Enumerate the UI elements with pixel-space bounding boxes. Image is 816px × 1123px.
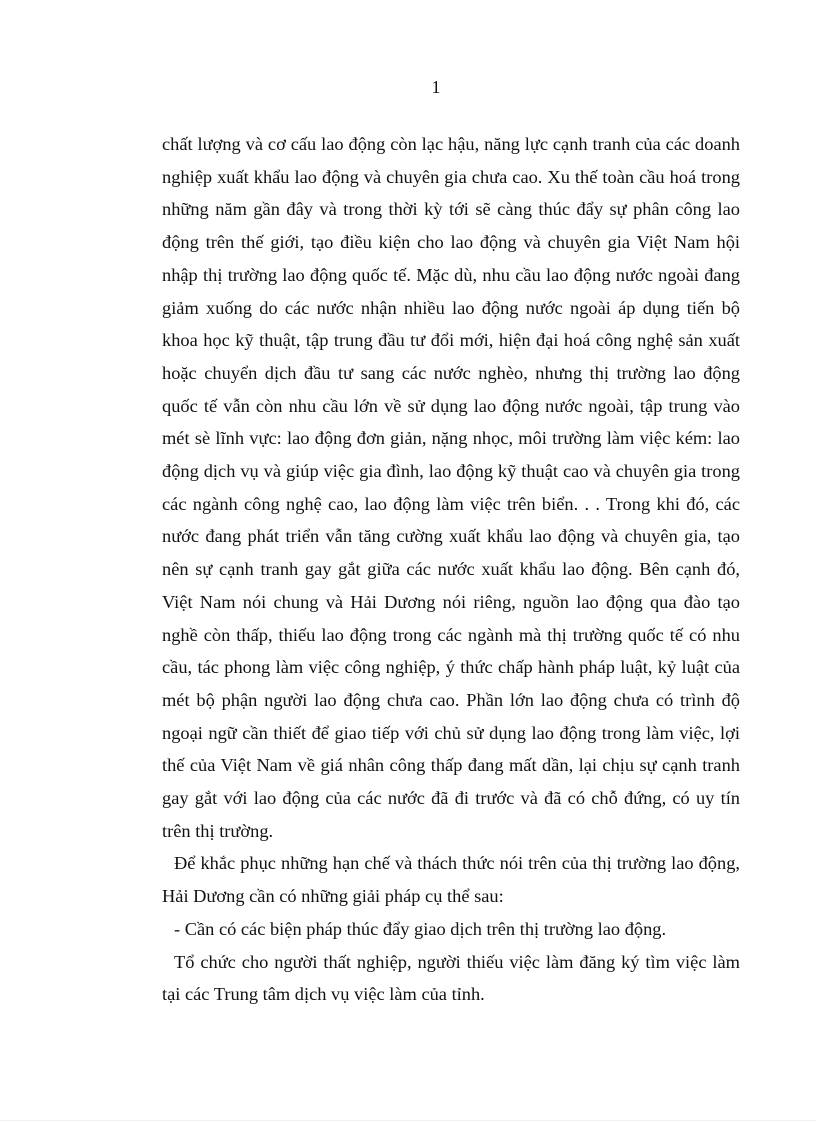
paragraph-bullet-measures: - Cần có các biện pháp thúc đẩy giao dịch trên thị trường lao động. [174, 918, 667, 939]
page-bottom-edge [0, 1120, 816, 1121]
paragraph-solutions-intro: Để khắc phục những hạn chế và thách thức nói trên của thị trường lao động, Hải Dương cần có những giải pháp cụ thể sau: [162, 853, 740, 907]
paragraph-registration: Tổ chức cho người thất nghiệp, người thiếu việc làm đăng ký tìm việc làm tại các Trung tâm dịch vụ việc làm của tỉnh. [162, 951, 740, 1005]
paragraph-continuation: chất lượng và cơ cấu lao động còn lạc hậu, năng lực cạnh tranh của các doanh nghiệp xuất khẩu lao động và chuyên gia chưa cao. Xu thế toàn cầu hoá trong những năm gần đây và trong thời kỳ tới sẽ càng thúc đẩy sự phân công lao động trên thế giới, tạo điều kiện cho lao động và chuyên gia Việt Nam hội nhập thị trường lao động quốc tế. Mặc dù, nhu cầu lao động nước ngoài đang giảm xuống do các nước nhận nhiều lao động nước ngoài áp dụng tiến bộ khoa học kỹ thuật, tập trung đầu tư đổi mới, hiện đại hoá công nghệ sản xuất hoặc chuyển dịch đầu tư sang các nước nghèo, nhưng thị trường lao động quốc tế vẫn còn nhu cầu lớn về sử dụng lao động nước ngoài, tập trung vào mét sè lĩnh vực: lao động đơn giản, nặng nhọc, môi trường làm việc kém: lao động dịch vụ và giúp việc gia đình, lao động kỹ thuật cao và chuyên gia trong các ngành công nghệ cao, lao động làm việc trên biển. . . Trong khi đó, các nước đang phát triển vẫn tăng cường xuất khẩu lao động và chuyên gia, tạo nên sự cạnh tranh gay gắt giữa các nước xuất khẩu lao động. Bên cạnh đó, Việt Nam nói chung và Hải Dương nói riêng, nguồn lao động qua đào tạo nghề còn thấp, thiếu lao động trong các ngành mà thị trường quốc tế có nhu cầu, tác phong làm việc công nghiệp, ý thức chấp hành pháp luật, kỷ luật của mét bộ phận người lao động chưa cao. Phần lớn lao động chưa có trình độ ngoại ngữ cần thiết để giao tiếp với chủ sử dụng lao động trong làm việc, lợi thế của Việt Nam về giá nhân công thấp đang mất dần, lại chịu sự cạnh tranh gay gắt với lao động của các nước đã đi trước và đã có chỗ đứng, có uy tín trên thị trường. [162, 134, 740, 841]
body-text [162, 128, 740, 1011]
page-number: 1 [431, 77, 441, 97]
